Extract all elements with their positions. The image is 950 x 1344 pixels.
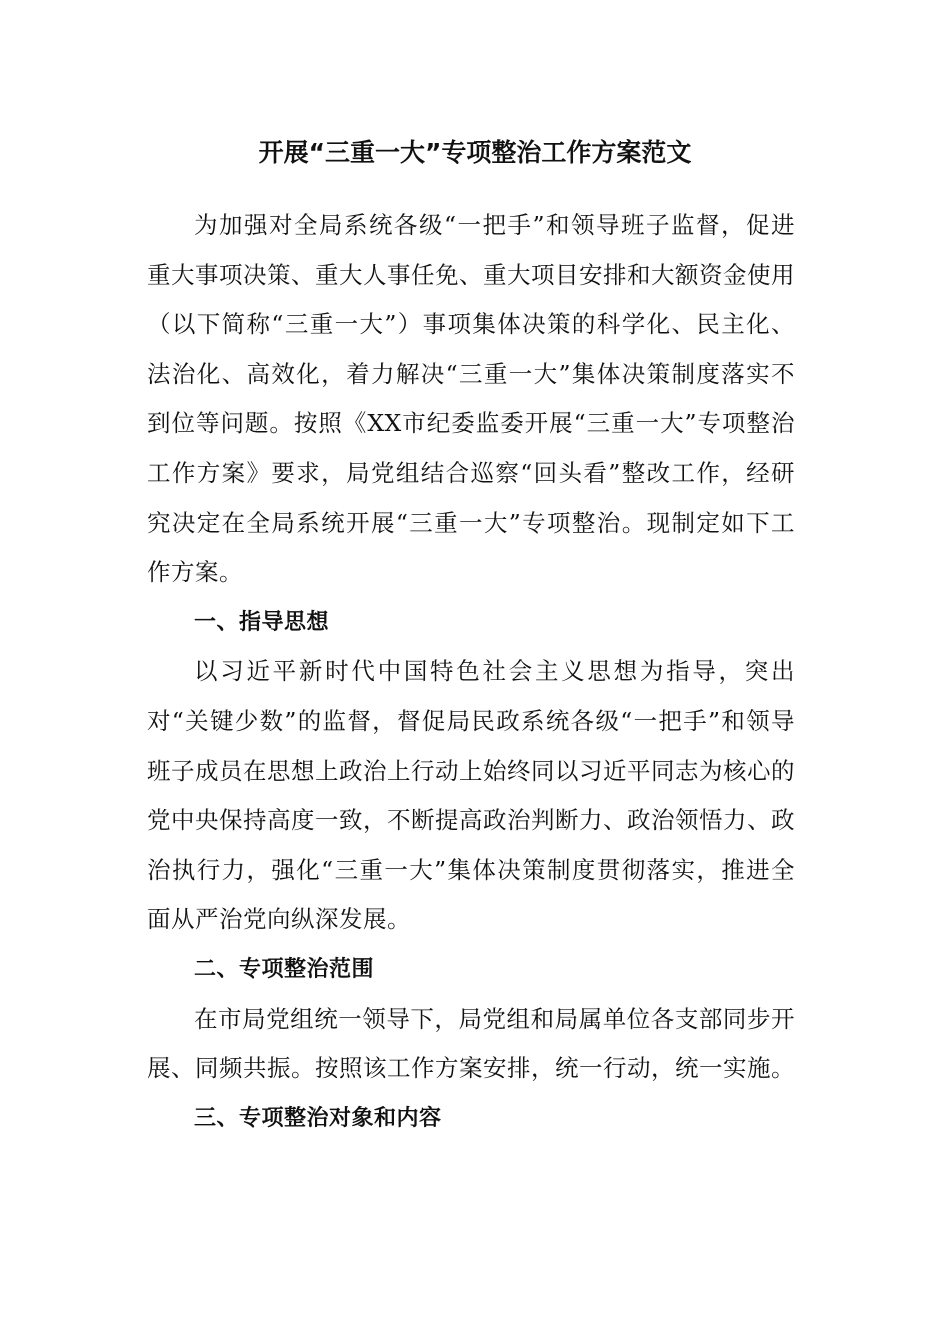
document-body xyxy=(147,201,795,1143)
document-title: 开展“三重一大”专项整治工作方案范文 xyxy=(258,138,692,167)
section-heading-guiding-ideology: 一、指导思想 xyxy=(194,609,330,635)
section-heading-targets-content: 三、专项整治对象和内容 xyxy=(194,1105,442,1131)
section-paragraph-guiding-ideology: 以习近平新时代中国特色社会主义思想为指导，突出对“关键少数”的监督，督促局民政系统各级“一把手”和领导班子成员在思想上政治上行动上始终同以习近平同志为核心的党中央保持高度一致，不断提高政治判断力、政治领悟力、政治执行力，强化“三重一大”集体决策制度贯彻落实，推进全面从严治党向纵深发展。 xyxy=(147,657,795,934)
section-heading-scope: 二、专项整治范围 xyxy=(194,956,375,982)
intro-paragraph: 为加强对全局系统各级“一把手”和领导班子监督，促进重大事项决策、重大人事任免、重大项目安排和大额资金使用（以下简称“三重一大”）事项集体决策的科学化、民主化、法治化、高效化，着力解决“三重一大”集体决策制度落实不到位等问题。按照《XX市纪委监委开展“三重一大”专项整治工作方案》要求，局党组结合巡察“回头看”整改工作，经研究决定在全局系统开展“三重一大”专项整治。现制定如下工作方案。 xyxy=(147,211,795,587)
section-paragraph-scope: 在市局党组统一领导下，局党组和局属单位各支部同步开展、同频共振。按照该工作方案安排，统一行动，统一实施。 xyxy=(147,1004,795,1083)
